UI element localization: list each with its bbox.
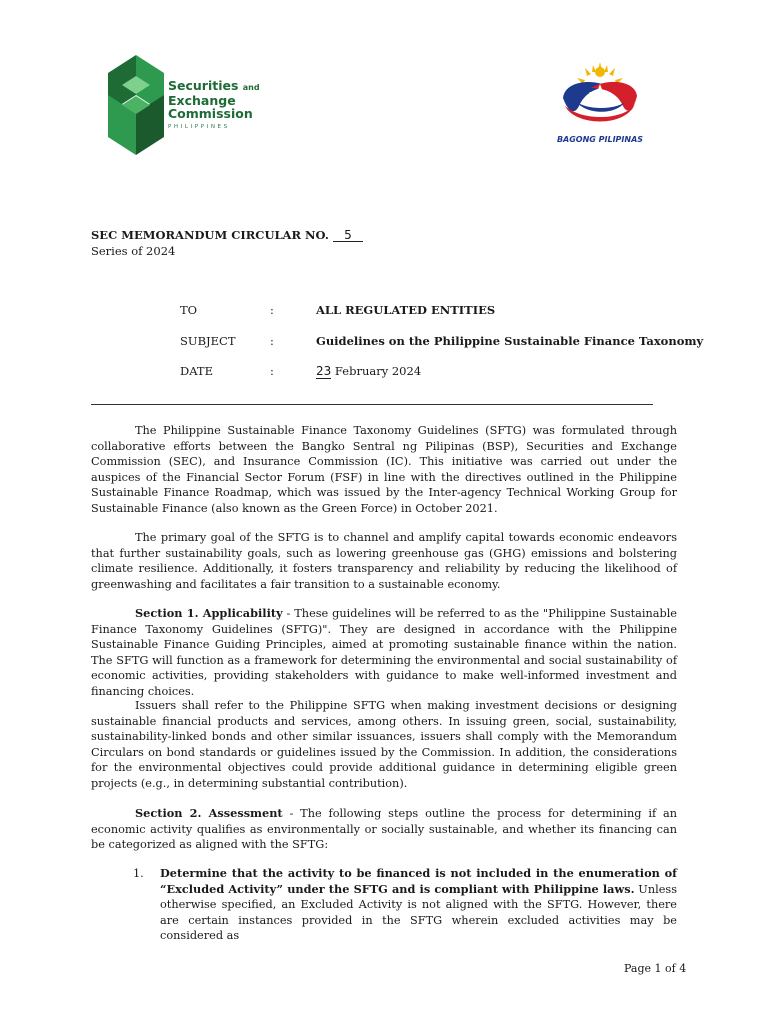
date-month-year: February 2024 (331, 364, 422, 378)
date-label: DATE (180, 364, 213, 378)
date-day: 23 (316, 364, 332, 378)
paragraph-issuers (91, 698, 677, 792)
sec-wordmark: Securities and Exchange Commission PHILIPPINES (168, 78, 260, 130)
separator-line (91, 404, 653, 405)
list-item-bold-text: Determine that the activity to be financed is not included in the enumeration of “Excluded Activity” under the SFTG and is compliant with Philippine laws. (160, 866, 677, 896)
section-1-paragraph (91, 606, 677, 700)
list-item (133, 866, 677, 944)
section-1-text: - These guidelines will be referred to as the "Philippine Sustainable Finance Taxonomy Guidelines (SFTG)". They are designed in accordance with the Philippine Sustainable Finance Guiding Principles, aimed at promoting sustainable finance within the nation. The SFTG will function as a framework for determining the environmental and social sustainability of economic activities, providing stakeholders with guidance to make well-informed investment and financing choices. (91, 607, 677, 698)
memo-series: Series of 2024 (91, 244, 176, 258)
section-2-text: - The following steps outline the process for determining if an economic activity qualifies as environmentally or socially sustainable, and whether its financing can be categorized as aligned with the SFTG: (91, 807, 677, 852)
memo-title-text: SEC MEMORANDUM CIRCULAR NO. (91, 228, 329, 242)
sec-logo (104, 55, 264, 155)
to-value: ALL REGULATED ENTITIES (316, 303, 496, 317)
paragraph-goal-text: The primary goal of the SFTG is to channel and amplify capital towards economic endeavors that further sustainability goals, such as lowering greenhouse gas (GHG) emissions and bolstering climate resilience. Additionally, it fosters transparency and reliability by reducing the likelihood of greenwashing and facilitates a fair transition to a sustainable economy. (91, 531, 677, 591)
subject-label: SUBJECT (180, 334, 236, 348)
paragraph-goal (91, 530, 677, 592)
memo-number: 5 (333, 229, 363, 242)
subject-colon: : (270, 334, 274, 348)
to-colon: : (270, 303, 274, 317)
section-2-paragraph (91, 806, 677, 853)
section-2-heading: Section 2. Assessment (135, 806, 283, 820)
subject-value: Guidelines on the Philippine Sustainable Finance Taxonomy (316, 334, 704, 348)
list-item-number: 1. (133, 867, 144, 880)
paragraph-issuers-text: Issuers shall refer to the Philippine SFTG when making investment decisions or designing sustainable financial products and services, among others. In issuing green, social, sustainability, sustainability-linked bonds and other similar issuances, issuers shall comply with the Memorandum Circulars on bond standards or guidelines issued by the Commission. In addition, the considerations for the environmental objectives could provide additional guidance in determining eligible green projects (e.g., in determining substantial contribution). (91, 699, 677, 790)
date-colon: : (270, 364, 274, 378)
bagong-pilipinas-emblem-icon (555, 62, 645, 134)
sec-emblem-icon (104, 55, 168, 155)
date-value (316, 364, 421, 378)
memo-title (91, 228, 363, 242)
bagong-pilipinas-wordmark: BAGONG PILIPINAS (556, 135, 644, 144)
section-1-heading: Section 1. Applicability (135, 606, 283, 620)
bagong-pilipinas-logo (555, 62, 645, 146)
page-number: Page 1 of 4 (624, 962, 687, 975)
paragraph-intro-text: The Philippine Sustainable Finance Taxonomy Guidelines (SFTG) was formulated through collaborative efforts between the Bangko Sentral ng Pilipinas (BSP), Securities and Exchange Commission (SEC), and Insurance Commission (IC). This initiative was carried out under the auspices of the Financial Sector Forum (FSF) in line with the directives outlined in the Philippine Sustainable Finance Roadmap, which was issued by the Inter-agency Technical Working Group for Sustainable Finance (also known as the Green Force) in October 2021. (91, 424, 677, 515)
to-label: TO (180, 303, 198, 317)
list-item-text: Unless otherwise specified, an Excluded Activity is not aligned with the SFTG. However, there are certain instances provided in the SFTG wherein excluded activities may be considered as (160, 882, 677, 943)
paragraph-intro (91, 423, 677, 517)
